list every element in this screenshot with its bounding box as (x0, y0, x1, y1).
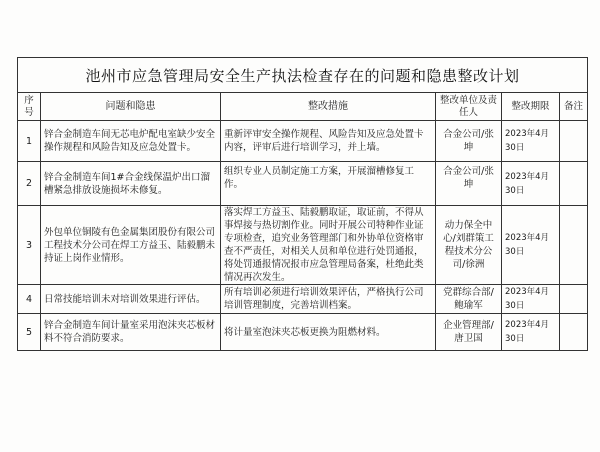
row-problem: 锌合金制造车间计量室采用泡沫夹芯板材料不符合消防要求。 (41, 314, 221, 351)
row-deadline: 2023年4月30日 (502, 314, 560, 351)
header-owner: 整改单位及责任人 (436, 93, 502, 121)
row-measure: 落实焊工方益玉、陆毅鹏取证，取证前，不得从事焊接与热切割作业。同时开展公司特种作业证专项检查，追究业务管理部门和外协单位资格审查不严责任，对相关人员和单位进行处罚通报，将处罚通报情况报市应急管理局备案，杜绝此类情况再次发生。 (221, 206, 436, 285)
table-row (18, 285, 588, 314)
table-row (18, 121, 588, 162)
row-problem: 日常技能培训未对培训效果进行评估。 (41, 285, 221, 314)
row-measure: 重新评审安全操作规程、风险告知及应急处置卡内容，评审后进行培训学习，并上墙。 (221, 121, 436, 162)
row-note (560, 121, 588, 162)
row-note (560, 162, 588, 206)
row-deadline: 2023年4月30日 (502, 206, 560, 285)
row-problem: 外包单位铜陵有色金属集团股份有限公司工程技术分公司在焊工方益玉、陆毅鹏未持证上岗作业情形。 (41, 206, 221, 285)
row-owner: 党群综合部/鲍瑜军 (436, 285, 502, 314)
row-owner: 合金公司/张坤 (436, 162, 502, 206)
row-measure: 组织专业人员制定施工方案，开展溜槽修复工作。 (221, 162, 436, 206)
row-measure: 所有培训必须进行培训效果评估，严格执行公司培训管理制度，完善培训档案。 (221, 285, 436, 314)
row-owner: 企业管理部/唐卫国 (436, 314, 502, 351)
row-deadline: 2023年4月30日 (502, 162, 560, 206)
row-problem: 锌合金制造车间1#合金线保温炉出口溜槽紧急排放设施损坏未修复。 (41, 162, 221, 206)
header-note: 备注 (560, 93, 588, 121)
header-problem: 问题和隐患 (41, 93, 221, 121)
table-row (18, 162, 588, 206)
row-seq: 1 (18, 121, 41, 162)
row-measure: 将计量室泡沫夹芯板更换为阻燃材料。 (221, 314, 436, 351)
row-note (560, 285, 588, 314)
header-measure: 整改措施 (221, 93, 436, 121)
table-row (18, 206, 588, 285)
row-deadline: 2023年4月30日 (502, 121, 560, 162)
row-seq: 5 (18, 314, 41, 351)
header-seq: 序号 (18, 93, 41, 121)
row-problem: 锌合金制造车间无芯电炉配电室缺少安全操作规程和风险告知及应急处置卡。 (41, 121, 221, 162)
row-note (560, 206, 588, 285)
row-seq: 2 (18, 162, 41, 206)
document-title: 池州市应急管理局安全生产执法检查存在的问题和隐患整改计划 (18, 58, 588, 93)
row-owner: 动力保全中心/刘群策工程技术分公司/徐洲 (436, 206, 502, 285)
row-seq: 4 (18, 285, 41, 314)
row-note (560, 314, 588, 351)
table-row (18, 314, 588, 351)
row-seq: 3 (18, 206, 41, 285)
header-deadline: 整改期限 (502, 93, 560, 121)
table-header-row (18, 93, 588, 121)
row-deadline: 2023年4月30日 (502, 285, 560, 314)
row-owner: 合金公司/张坤 (436, 121, 502, 162)
rectification-plan-table (17, 57, 588, 351)
